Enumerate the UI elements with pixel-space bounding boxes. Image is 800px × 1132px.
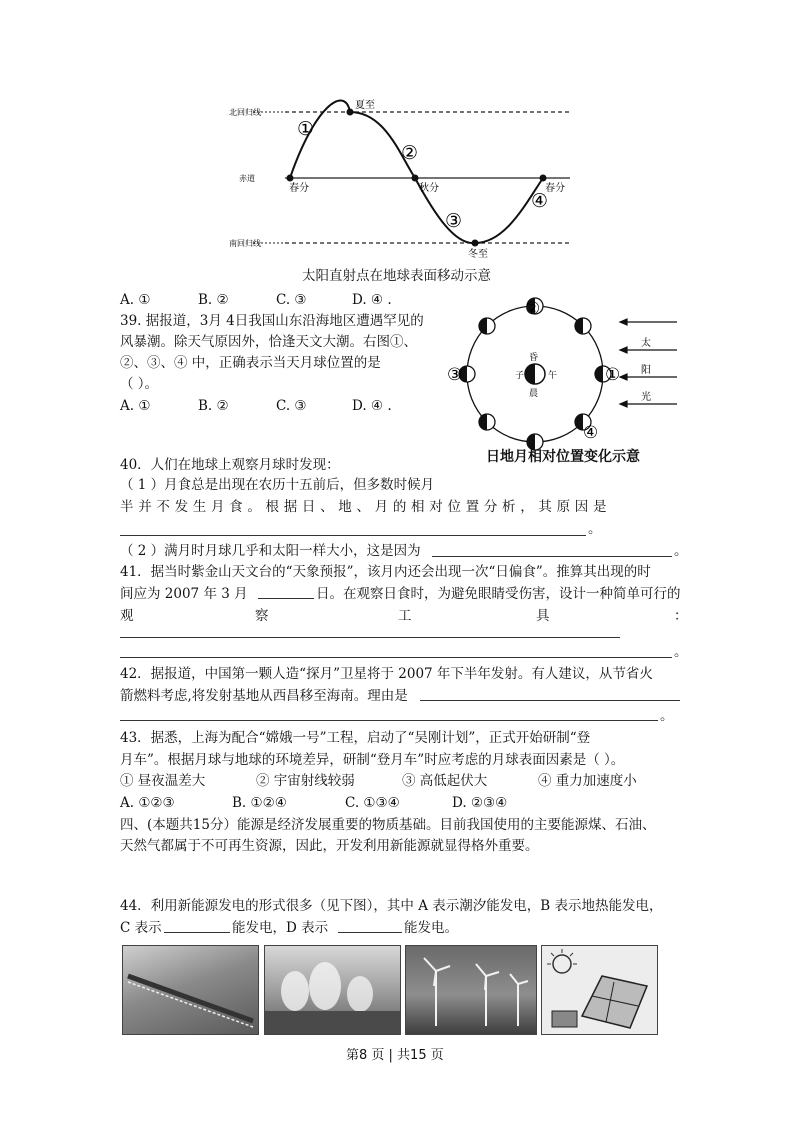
q38-option-d: D. ④ . xyxy=(352,292,392,308)
q44-blank-d[interactable] xyxy=(338,932,402,933)
winter-dot xyxy=(472,240,479,247)
label-dusk: 晨 xyxy=(529,389,539,399)
tropic-capricorn-label: 南回归线 xyxy=(229,239,261,248)
spring-dot-2 xyxy=(540,175,547,182)
diagram1-caption: 太阳直射点在地球表面移动示意 xyxy=(302,268,491,284)
q41-line-1: 41．据当时紫金山天文台的“天象预报”，该月内还会出现一次“日偏食”。推算其出现的时 xyxy=(120,564,651,580)
solar-power-photo xyxy=(541,945,658,1035)
wind-power-photo xyxy=(405,945,537,1035)
q39-line-3: ②、③、④ 中，正确表示当天月球位置的是 xyxy=(120,355,381,371)
page-footer: 第8 页 | 共15 页 xyxy=(346,1048,444,1063)
q40-part2: （ 2 ）满月时月球几乎和太阳一样大小，这是因为 xyxy=(120,543,421,559)
q41-word-4: 具 xyxy=(536,608,550,624)
q43-factor-4: ④ 重力加速度小 xyxy=(538,773,637,789)
q39-option-c: C. ③ xyxy=(276,398,307,414)
q43-factor-2: ② 宇宙射线较弱 xyxy=(256,773,355,789)
q43-factor-1: ① 昼夜温差大 xyxy=(120,773,206,789)
q42-answer-line-2[interactable] xyxy=(120,720,658,721)
section4-line-2: 天然气都属于不可再生资源，因此，开发利用新能源就显得格外重要。 xyxy=(120,838,539,854)
q41-date-blank[interactable] xyxy=(258,598,314,599)
q38-option-a: A. ① xyxy=(120,292,151,308)
spring-label-2: 春分 xyxy=(545,183,565,194)
marker-4: ④ xyxy=(531,190,549,212)
marker-2: ② xyxy=(401,142,419,164)
q40-answer-line-1[interactable] xyxy=(120,535,586,536)
q39-line-4: （ ）。 xyxy=(120,376,159,392)
q39-option-a: A. ① xyxy=(120,398,151,414)
summer-dot xyxy=(347,109,354,116)
q41-line-2a: 间应为 2007 年 3 月 xyxy=(120,586,248,602)
spring-label: 春分 xyxy=(289,183,309,194)
q38-option-b: B. ② xyxy=(198,292,229,308)
q43-line-1: 43．据悉，上海为配合“嫦娥一号”工程，启动了“吴刚计划”，正式开始研制“登 xyxy=(120,730,591,746)
winter-label: 冬至 xyxy=(468,249,488,260)
solar-migration-diagram xyxy=(225,95,585,260)
pos-1: ① xyxy=(605,365,621,385)
q44-line-2c: 能发电。 xyxy=(404,920,458,936)
q40-part2-end: 。 xyxy=(674,543,688,559)
section4-line-1: 四、(本题共15分）能源是经济发展重要的物质基础。目前我国使用的主要能源煤、石油、 xyxy=(120,817,656,833)
pos-3: ③ xyxy=(447,365,463,385)
summer-label: 夏至 xyxy=(355,100,375,111)
q43-line-2: 月车”。根据月球与地球的环境差异，研制“登月车”时应考虑的月球表面因素是（ ）。 xyxy=(120,752,625,768)
q43-factor-3: ③ 高低起伏大 xyxy=(402,773,488,789)
q39-option-b: B. ② xyxy=(198,398,229,414)
q44-blank-c[interactable] xyxy=(164,932,230,933)
q41-word-1: 观 xyxy=(120,608,134,624)
sun-char-1: 太 xyxy=(641,338,651,349)
equator-label: 赤道 xyxy=(239,174,255,183)
sun-char-2: 阳 xyxy=(641,365,651,376)
label-dawn: 昏 xyxy=(529,353,539,363)
sine-curve xyxy=(290,101,543,244)
q40-part1-a: （ 1 ）月食总是出现在农历十五前后，但多数时候月 xyxy=(120,477,435,493)
q40-answer-line-2[interactable] xyxy=(432,556,672,557)
q42-line-1: 42．据报道，中国第一颗人造“探月”卫星将于 2007 年下半年发射。有人建议，从节省火 xyxy=(120,666,653,682)
sun-char-3: 光 xyxy=(641,392,651,403)
q39-line-2: 风暴潮。除天气原因外，恰逢天文大潮。右图①、 xyxy=(120,334,417,350)
autumn-dot xyxy=(412,175,419,182)
q41-word-2: 察 xyxy=(255,608,269,624)
tropic-cancer-label: 北回归线 xyxy=(229,108,261,117)
q41-line-2b: 日。在观察日食时，为避免眼睛受伤害，设计一种简单可行的 xyxy=(316,586,681,602)
q40-intro: 40．人们在地球上观察月球时发现： xyxy=(120,457,340,473)
q41-word-5: ： xyxy=(674,608,688,624)
q39-line-1: 39. 据报道，3月 4日我国山东沿海地区遭遇罕见的 xyxy=(120,313,424,329)
diagram2-caption: 日地月相对位置变化示意 xyxy=(486,449,640,465)
tidal-power-photo xyxy=(122,945,259,1035)
pos-4: ④ xyxy=(583,423,599,443)
autumn-label: 秋分 xyxy=(419,183,439,194)
sun-earth-moon-diagram xyxy=(445,288,685,468)
q43-option-b: B. ①②④ xyxy=(232,795,287,811)
marker-1: ① xyxy=(297,118,315,140)
label-zi: 子 xyxy=(515,371,525,381)
marker-3: ③ xyxy=(445,210,463,232)
q42-end: 。 xyxy=(660,708,674,724)
q42-answer-line-1[interactable] xyxy=(420,700,680,701)
q43-option-c: C. ①③④ xyxy=(345,795,400,811)
pos-2: ② xyxy=(525,299,541,319)
q41-end: 。 xyxy=(674,644,688,660)
q39-option-d: D. ④ . xyxy=(352,398,392,414)
q44-line-2a: C 表示 xyxy=(120,920,162,936)
q44-line-2b: 能发电，D 表示 xyxy=(232,920,329,936)
q42-line-2: 箭燃料考虑,将发射基地从西昌移至海南。理由是 xyxy=(120,688,408,704)
q43-option-a: A. ①②③ xyxy=(120,795,175,811)
q41-answer-line-2[interactable] xyxy=(120,657,672,658)
geothermal-power-photo xyxy=(264,945,401,1035)
q40-part1-b: 半 并 不 发 生 月 食 。 根 据 日 、 地 、 月 的 相 对 位 置 分 析 ， 其 原 因 是 xyxy=(120,499,607,515)
q44-line-1: 44．利用新能源发电的形式很多（见下图），其中 A 表示潮汐能发电，B 表示地热能发电， xyxy=(120,898,663,914)
q40-part1-end: 。 xyxy=(588,521,602,537)
spring-dot xyxy=(287,175,294,182)
label-wu: 午 xyxy=(548,371,558,381)
q38-option-c: C. ③ xyxy=(276,292,307,308)
q43-option-d: D. ②③④ xyxy=(452,795,508,811)
q41-word-3: 工 xyxy=(398,608,412,624)
q41-answer-line-1[interactable] xyxy=(120,637,620,638)
